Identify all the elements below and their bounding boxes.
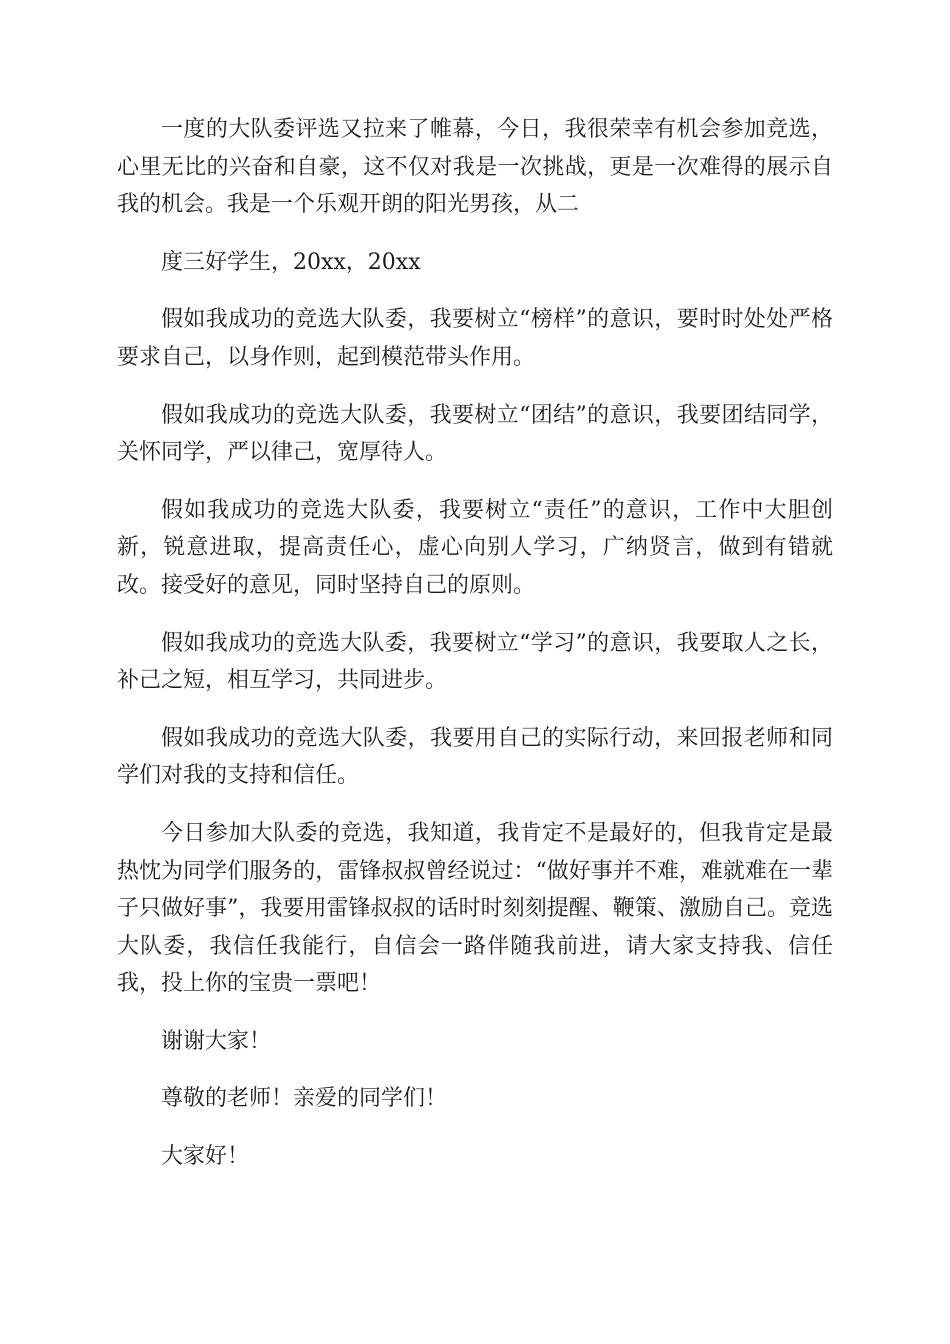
paragraph-learning: 假如我成功的竞选大队委，我要树立“学习”的意识，我要取人之长，补己之短，相互学习，共同进步。: [117, 630, 833, 694]
paragraph-intro: 一度的大队委评选又拉来了帷幕，今日，我很荣幸有机会参加竞选，心里无比的兴奋和自豪，这不仅对我是一次挑战，更是一次难得的展示自我的机会。我是一个乐观开朗的阳光男孩，从二: [117, 117, 833, 218]
paragraph-conclusion: 今日参加大队委的竞选，我知道，我肯定不是最好的，但我肯定是最热忱为同学们服务的，雷锋叔叔曾经说过：“做好事并不难，难就难在一辈子只做好事”，我要用雷锋叔叔的话时时刻刻提醒、鞭策、激励自己。竞选大队委，我信任我能行，自信会一路伴随我前进，请大家支持我、信任我，投上你的宝贵一票吧！: [117, 820, 833, 997]
paragraph-responsibility: 假如我成功的竞选大队委，我要树立“责任”的意识，工作中大胆创新，锐意进取，提高责任心，虚心向别人学习，广纳贤言，做到有错就改。接受好的意见，同时坚持自己的原则。: [117, 497, 833, 598]
paragraph-unity: 假如我成功的竞选大队委，我要树立“团结”的意识，我要团结同学，关怀同学，严以律己，宽厚待人。: [117, 402, 833, 466]
paragraph-role-model: 假如我成功的竞选大队委，我要树立“榜样”的意识，要时时处处严格要求自己，以身作则，起到模范带头作用。: [117, 307, 833, 370]
paragraph-hello: 大家好！: [161, 1144, 250, 1170]
paragraph-thanks: 谢谢大家！: [161, 1028, 272, 1054]
paragraph-greeting: 尊敬的老师！亲爱的同学们！: [161, 1086, 448, 1112]
document-page: [117, 111, 833, 1196]
paragraph-honors: 度三好学生，20xx，20xx: [161, 249, 421, 275]
paragraph-action: 假如我成功的竞选大队委，我要用自己的实际行动，来回报老师和同学们对我的支持和信任。: [117, 725, 833, 789]
